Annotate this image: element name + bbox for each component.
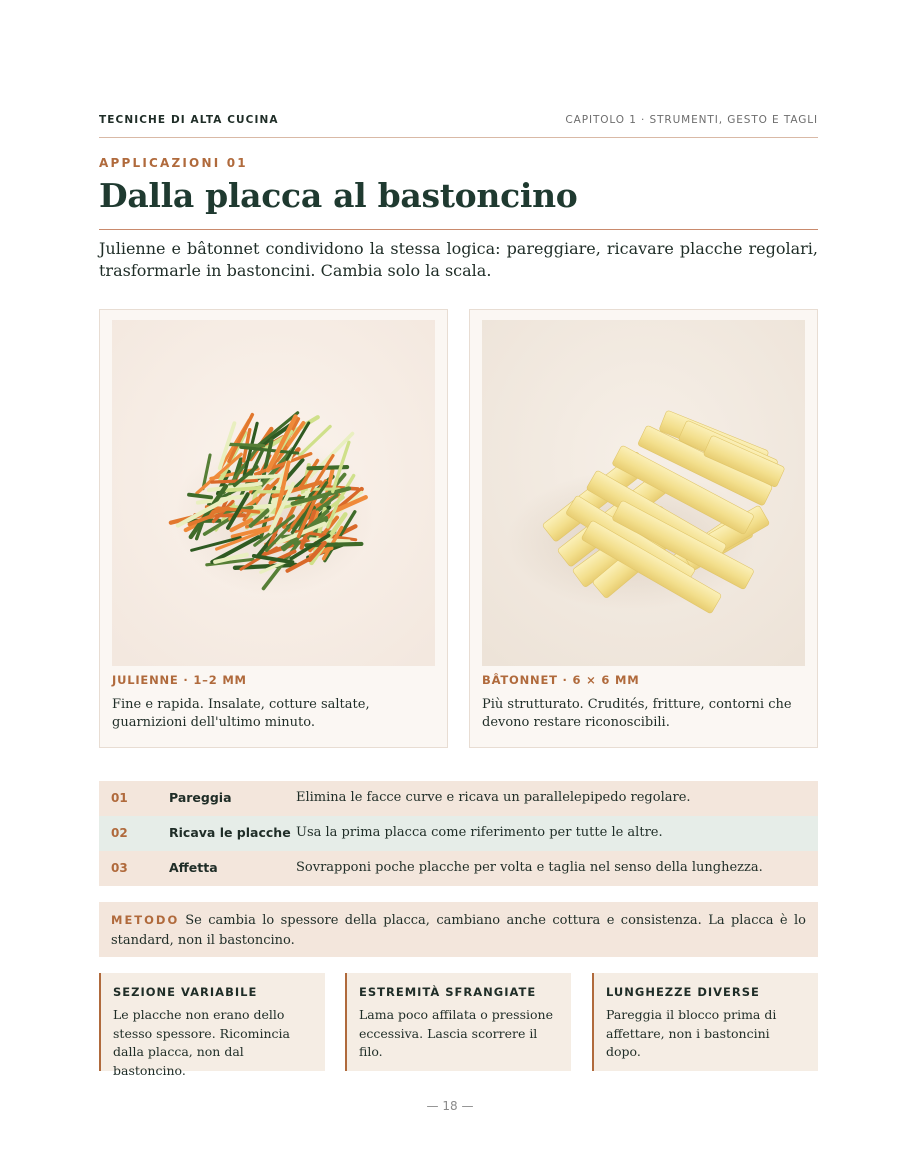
table-row (99, 851, 818, 886)
batonnet-card (469, 309, 818, 748)
step-number: 02 (111, 826, 128, 840)
batonnet-description: Più strutturato. Crudités, fritture, contorni che devono restare riconoscibili. (482, 697, 792, 730)
julienne-vegetables-image (112, 320, 435, 666)
note-title: SEZIONE VARIABILE (113, 985, 258, 999)
step-name: Pareggia (169, 790, 232, 805)
note-text: Lama poco affilata o pressione eccessiva. Lascia scorrere il filo. (359, 1007, 553, 1059)
method-callout (99, 902, 818, 957)
batonnet-photo (482, 320, 805, 666)
julienne-stick (243, 476, 285, 478)
note-title: LUNGHEZZE DIVERSE (606, 985, 760, 999)
julienne-stick (212, 480, 257, 482)
lead-paragraph: Julienne e bâtonnet condividono la stessa logica: pareggiare, ricavare placche regolari, trasformarle in bastoncini. Cambia solo la scala. (99, 239, 818, 280)
section-kicker: APPLICAZIONI 01 (99, 156, 248, 170)
table-row (99, 816, 818, 851)
note-sezione-variabile (99, 973, 325, 1078)
batonnet-potatoes-image (482, 320, 805, 666)
step-description: Sovrapponi poche placche per volta e taglia nel senso della lunghezza. (296, 860, 763, 875)
julienne-label: JULIENNE · 1–2 MM (112, 673, 247, 687)
step-description: Usa la prima placca come riferimento per tutte le altre. (296, 825, 663, 840)
step-number: 01 (111, 791, 128, 805)
note-title: ESTREMITÀ SFRANGIATE (359, 985, 537, 999)
page-number: — 18 — (426, 1099, 474, 1113)
page-title: Dalla placca al bastoncino (99, 176, 818, 230)
method-label: METODO (111, 913, 180, 927)
note-text: Pareggia il blocco prima di affettare, non i bastoncini dopo. (606, 1007, 777, 1059)
step-number: 03 (111, 861, 128, 875)
chapter-title: CAPITOLO 1 · STRUMENTI, GESTO E TAGLI (565, 114, 818, 126)
running-head (99, 112, 818, 138)
steps-table (99, 781, 818, 886)
note-lunghezze-diverse (592, 973, 818, 1071)
julienne-stick (227, 488, 261, 491)
batonnet-label: BÂTONNET · 6 × 6 MM (482, 673, 640, 687)
julienne-stick (228, 444, 264, 446)
step-description: Elimina le facce curve e ricava un parallelepipedo regolare. (296, 790, 691, 805)
method-text: Se cambia lo spessore della placca, cambiano anche cottura e consistenza. La placca è lo standard, non il bastoncino. (111, 913, 806, 948)
note-text: Le placche non erano dello stesso spessore. Ricomincia dalla placca, non dal bastoncino. (113, 1007, 290, 1078)
step-name: Ricava le placche (169, 825, 291, 840)
julienne-card (99, 309, 448, 748)
table-row (99, 781, 818, 816)
julienne-stick (189, 495, 211, 498)
julienne-photo (112, 320, 435, 666)
step-name: Affetta (169, 860, 218, 875)
book-title: TECNICHE DI ALTA CUCINA (99, 114, 279, 126)
julienne-description: Fine e rapida. Insalate, cotture saltate, guarnizioni dell'ultimo minuto. (112, 697, 370, 730)
note-estremita-sfrangiate (345, 973, 571, 1071)
